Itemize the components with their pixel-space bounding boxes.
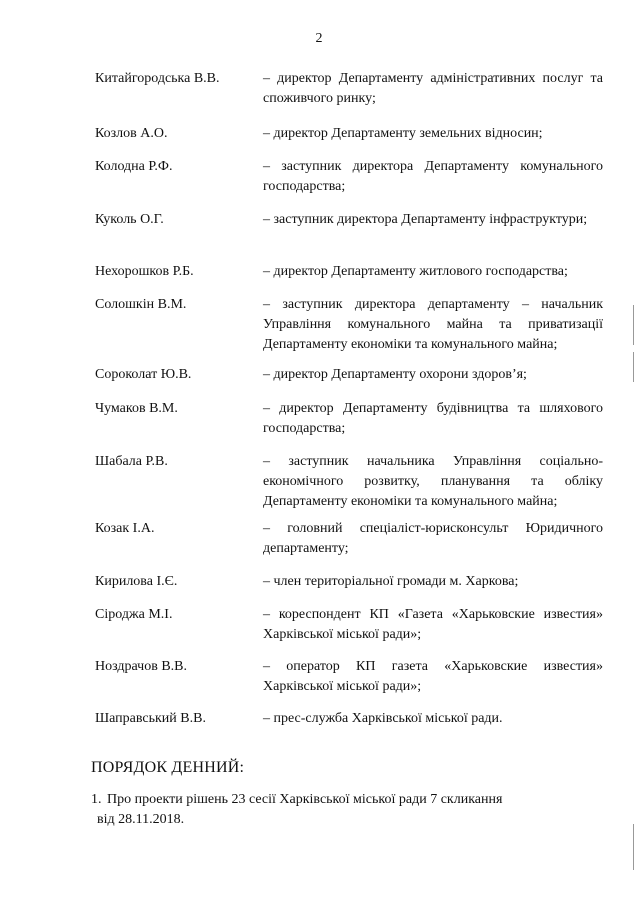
attendee-name: Китайгородська В.В. xyxy=(95,71,220,86)
attendee-role: – член територіальної громади м. Харкова; xyxy=(263,574,519,589)
attendee-name: Сороколат Ю.В. xyxy=(95,367,192,382)
attendee-name: Шаправський В.В. xyxy=(95,711,206,726)
attendee-name: Солошкін В.М. xyxy=(95,297,187,312)
agenda-item-date: від 28.11.2018. xyxy=(97,812,185,827)
attendee-role: – директор Департаменту будівництва та шляхового господарства; xyxy=(263,401,603,436)
attendee-role: – заступник директора Департаменту інфраструктури; xyxy=(263,212,588,227)
attendee-role: – кореспондент КП «Газета «Харьковские известия» Харківської міської ради»; xyxy=(263,607,603,642)
attendee-name: Нехорошков Р.Б. xyxy=(95,264,194,279)
agenda-item xyxy=(91,790,591,830)
attendee-name: Сіроджа М.І. xyxy=(95,607,173,622)
scan-edge-mark xyxy=(633,352,634,382)
attendee-name: Колодна Р.Ф. xyxy=(95,159,173,174)
scan-edge-mark xyxy=(633,305,634,345)
attendee-name: Шабала Р.В. xyxy=(95,454,168,469)
attendee-role: – прес-служба Харківської міської ради. xyxy=(263,711,503,726)
page-number: 2 xyxy=(315,31,323,46)
attendee-role: – заступник директора Департаменту комунального господарства; xyxy=(263,159,603,194)
agenda-item-text: Про проекти рішень 23 сесії Харківської міської ради 7 скликання xyxy=(107,792,503,807)
attendee-role: – директор Департаменту житлового господарства; xyxy=(263,264,568,279)
scan-edge-mark xyxy=(633,824,634,870)
attendee-role: – оператор КП газета «Харьковские известия» Харківської міської ради»; xyxy=(263,659,603,694)
attendee-role: – головний спеціаліст-юрисконсульт Юридичного департаменту; xyxy=(263,521,603,556)
attendee-name: Козак І.А. xyxy=(95,521,155,536)
attendee-role: – заступник начальника Управління соціально-економічного розвитку, планування та обліку Департаменту економіки та комунального майна; xyxy=(263,454,603,509)
attendee-name: Ноздрачов В.В. xyxy=(95,659,187,674)
attendee-role: – директор Департаменту адміністративних послуг та споживчого ринку; xyxy=(263,71,603,106)
attendee-role: – заступник директора департаменту – начальник Управління комунального майна та приватизації Департаменту економіки та комунального майна; xyxy=(263,297,603,352)
agenda-heading: ПОРЯДОК ДЕННИЙ: xyxy=(91,759,245,776)
attendee-name: Чумаков В.М. xyxy=(95,401,178,416)
attendee-name: Козлов А.О. xyxy=(95,126,168,141)
attendee-name: Куколь О.Г. xyxy=(95,212,164,227)
attendee-name: Кирилова І.Є. xyxy=(95,574,178,589)
agenda-item-number: 1. xyxy=(91,792,102,807)
attendee-role: – директор Департаменту охорони здоров’я; xyxy=(263,367,527,382)
attendee-role: – директор Департаменту земельних відносин; xyxy=(263,126,543,141)
